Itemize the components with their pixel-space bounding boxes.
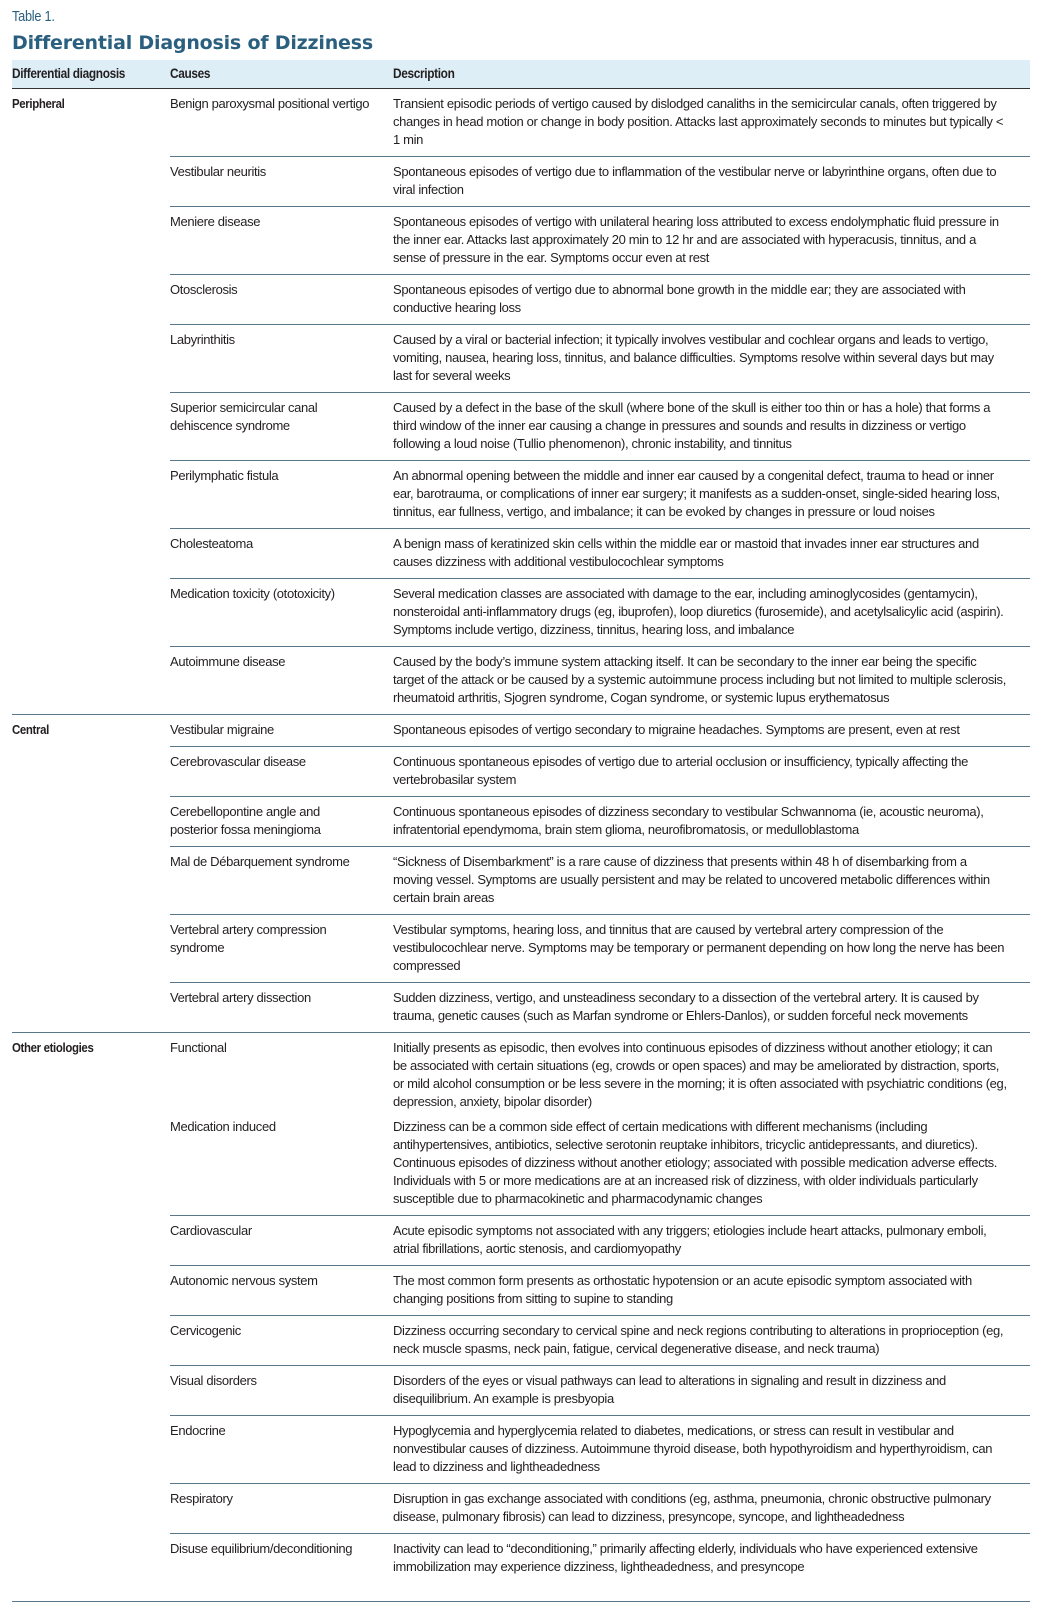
table-row <box>12 847 1030 915</box>
description-cell <box>393 647 1030 715</box>
description-cell <box>393 983 1030 1033</box>
cause-cell <box>170 1484 393 1534</box>
table-row <box>12 983 1030 1033</box>
cause-text: Respiratory <box>170 1491 233 1506</box>
table-row <box>12 529 1030 579</box>
table-row <box>12 1033 1030 1119</box>
diagnosis-cell <box>12 207 170 275</box>
cause-text: Medication toxicity (ototoxicity) <box>170 586 335 601</box>
cause-text: Vestibular neuritis <box>170 164 266 179</box>
cause-text: Cerebrovascular disease <box>170 754 306 769</box>
table-row <box>12 89 1030 157</box>
description-cell <box>393 1366 1030 1416</box>
description-cell <box>393 797 1030 847</box>
cause-text: Vertebral artery compression syndrome <box>170 922 327 955</box>
diagnosis-cell <box>12 797 170 847</box>
description-text: Sudden dizziness, vertigo, and unsteadiness secondary to a dissection of the vertebral artery. It is caused by trauma, genetic causes (such as Marfan syndrome or Ehlers-Danlos), or sudden forceful neck movements <box>393 990 979 1023</box>
cause-cell <box>170 715 393 747</box>
table-row <box>12 1484 1030 1534</box>
cause-text: Mal de Débarquement syndrome <box>170 854 350 869</box>
cause-cell <box>170 461 393 529</box>
description-cell <box>393 461 1030 529</box>
cause-cell <box>170 747 393 797</box>
cause-text: Cardiovascular <box>170 1223 252 1238</box>
description-cell <box>393 529 1030 579</box>
description-cell <box>393 1484 1030 1534</box>
table-header <box>12 60 1030 89</box>
cause-text: Vertebral artery dissection <box>170 990 311 1005</box>
diagnosis-cell <box>12 1534 170 1584</box>
description-cell <box>393 275 1030 325</box>
cause-cell <box>170 983 393 1033</box>
description-cell <box>393 847 1030 915</box>
cause-cell <box>170 275 393 325</box>
description-cell <box>393 747 1030 797</box>
cause-text: Disuse equilibrium/deconditioning <box>170 1541 353 1556</box>
description-text: Dizziness occurring secondary to cervical spine and neck regions contributing to alterations in proprioception (eg, neck muscle spasms, neck pain, fatigue, cervical degenerative disease, and neck trauma) <box>393 1323 1004 1356</box>
cause-text: Vestibular migraine <box>170 722 274 737</box>
cause-cell <box>170 529 393 579</box>
diagnosis-cell <box>12 983 170 1033</box>
description-text: Disorders of the eyes or visual pathways can lead to alterations in signaling and result in dizziness and disequilibrium. An example is presbyopia <box>393 1373 946 1406</box>
cause-cell <box>170 1216 393 1266</box>
diagnosis-cell <box>12 461 170 529</box>
cause-cell <box>170 1118 393 1216</box>
cause-text: Benign paroxysmal positional vertigo <box>170 96 370 111</box>
cause-cell <box>170 1366 393 1416</box>
cause-text: Meniere disease <box>170 214 261 229</box>
table-row <box>12 1534 1030 1584</box>
cause-cell <box>170 325 393 393</box>
description-text: Caused by the body’s immune system attacking itself. It can be secondary to the inner ear being the specific target of the attack or be caused by a systemic autoimmune process including but not limited to multiple sclerosis, rheumatoid arthritis, Sjogren syndrome, Cogan syndrome, or systemic lupus erythematosus <box>393 654 1006 705</box>
diagnosis-category: Peripheral <box>12 96 65 111</box>
header-causes: Causes <box>170 60 393 89</box>
description-cell <box>393 1118 1030 1216</box>
cause-cell <box>170 1416 393 1484</box>
table-row <box>12 1118 1030 1216</box>
cause-text: Superior semicircular canal dehiscence syndrome <box>170 400 318 433</box>
description-cell <box>393 915 1030 983</box>
diagnosis-category: Other etiologies <box>12 1040 94 1055</box>
description-cell <box>393 157 1030 207</box>
diagnosis-cell <box>12 1484 170 1534</box>
description-cell <box>393 1266 1030 1316</box>
description-text: Spontaneous episodes of vertigo secondary to migraine headaches. Symptoms are present, even at rest <box>393 722 960 737</box>
cause-cell <box>170 1033 393 1119</box>
table-row <box>12 461 1030 529</box>
diagnosis-cell <box>12 647 170 715</box>
diagnosis-cell <box>12 529 170 579</box>
cause-cell <box>170 915 393 983</box>
table-row <box>12 747 1030 797</box>
description-text: An abnormal opening between the middle and inner ear caused by a congenital defect, trauma to head or inner ear, barotrauma, or complications of inner ear surgery; it manifests as a sudden-onset, single-sided hearing loss, tinnitus, ear fullness, vertigo, and imbalance; it can be evoked by changes in pressure or loud noises <box>393 468 1000 519</box>
cause-cell <box>170 157 393 207</box>
cause-text: Cholesteatoma <box>170 536 253 551</box>
diagnosis-cell <box>12 275 170 325</box>
description-text: Hypoglycemia and hyperglycemia related to diabetes, medications, or stress can result in vestibular and nonvestibular causes of dizziness. Autoimmune thyroid disease, both hypothyroidism and hyperthyroidism, can lead to dizziness and lightheadedness <box>393 1423 993 1474</box>
diagnosis-cell <box>12 1316 170 1366</box>
table-row <box>12 579 1030 647</box>
description-cell <box>393 1033 1030 1119</box>
cause-text: Medication induced <box>170 1119 276 1134</box>
table-row <box>12 797 1030 847</box>
diagnosis-cell <box>12 393 170 461</box>
cause-text: Endocrine <box>170 1423 226 1438</box>
cause-cell <box>170 647 393 715</box>
table-row <box>12 915 1030 983</box>
cause-cell <box>170 1266 393 1316</box>
table-row <box>12 647 1030 715</box>
description-cell <box>393 1416 1030 1484</box>
table-row <box>12 157 1030 207</box>
description-text: Continuous spontaneous episodes of vertigo due to arterial occlusion or insufficiency, typically affecting the vertebrobasilar system <box>393 754 969 787</box>
table-row <box>12 275 1030 325</box>
description-cell <box>393 579 1030 647</box>
cause-text: Autoimmune disease <box>170 654 286 669</box>
table-row <box>12 1416 1030 1484</box>
description-text: “Sickness of Disembarkment” is a rare cause of dizziness that presents within 48 h of disembarking from a moving vessel. Symptoms are usually persistent and may be related to uncovered metabolic differences within certain brain areas <box>393 854 990 905</box>
description-text: Caused by a defect in the base of the skull (where bone of the skull is either too thin or has a hole) that forms a third window of the inner ear causing a change in pressures and sounds and results in dizziness or vertigo following a loud noise (Tullio phenomenon), chronic instability, and tinnitus <box>393 400 991 451</box>
description-cell <box>393 1316 1030 1366</box>
description-cell <box>393 207 1030 275</box>
table-row <box>12 207 1030 275</box>
diagnosis-cell <box>12 1366 170 1416</box>
description-text: Several medication classes are associated with damage to the ear, including aminoglycosides (gentamycin), nonsteroidal anti-inflammatory drugs (eg, ibuprofen), loop diuretics (furosemide), and acetylsalicylic acid (aspirin). Symptoms include vertigo, dizziness, tinnitus, hearing loss, and imbalance <box>393 586 1004 637</box>
cause-cell <box>170 797 393 847</box>
description-text: A benign mass of keratinized skin cells within the middle ear or mastoid that invades inner ear structures and causes dizziness with additional vestibulocochlear symptoms <box>393 536 979 569</box>
description-cell <box>393 325 1030 393</box>
cause-cell <box>170 579 393 647</box>
diagnosis-cell <box>12 847 170 915</box>
cause-cell <box>170 1316 393 1366</box>
diagnosis-cell <box>12 1216 170 1266</box>
diagnosis-cell <box>12 579 170 647</box>
diagnosis-cell <box>12 715 170 747</box>
header-description: Description <box>393 60 1030 89</box>
description-cell <box>393 715 1030 747</box>
description-text: Initially presents as episodic, then evolves into continuous episodes of dizziness without another etiology; it can be associated with certain situations (eg, crowds or open spaces) and may be ameliorated by distraction, sports, or mild alcohol consumption or be less severe in the morning; it is often associated with psychiatric conditions (eg, depression, anxiety, bipolar disorder) <box>393 1040 1007 1109</box>
description-text: The most common form presents as orthostatic hypotension or an acute episodic symptom associated with changing positions from sitting to supine to standing <box>393 1273 972 1306</box>
header-diagnosis: Differential diagnosis <box>12 60 170 89</box>
diagnosis-cell <box>12 325 170 393</box>
description-text: Acute episodic symptoms not associated with any triggers; etiologies include heart attacks, pulmonary emboli, atrial fibrillations, aortic stenosis, and cardiomyopathy <box>393 1223 987 1256</box>
table-row <box>12 325 1030 393</box>
cause-text: Functional <box>170 1040 227 1055</box>
description-cell <box>393 89 1030 157</box>
cause-text: Visual disorders <box>170 1373 257 1388</box>
table-body <box>12 89 1030 1584</box>
diagnosis-cell <box>12 1416 170 1484</box>
cause-cell <box>170 847 393 915</box>
differential-diagnosis-table <box>12 60 1030 1604</box>
cause-cell <box>170 207 393 275</box>
diagnosis-cell <box>12 157 170 207</box>
table-row <box>12 1316 1030 1366</box>
cause-text: Perilymphatic fistula <box>170 468 279 483</box>
description-text: Vestibular symptoms, hearing loss, and tinnitus that are caused by vertebral artery compression of the vestibulocochlear nerve. Symptoms may be temporary or permanent depending on how long the nerve has been compressed <box>393 922 1005 973</box>
diagnosis-category: Central <box>12 722 49 737</box>
cause-text: Autonomic nervous system <box>170 1273 318 1288</box>
description-text: Dizziness can be a common side effect of certain medications with different mechanisms (including antihypertensives, antibiotics, selective serotonin reuptake inhibitors, tricyclic antidepressants, and diuretics). Continuous episodes of dizziness without another etiology; associated with possible medication adverse effects. Individuals with 5 or more medications are at an increased risk of dizziness, with older individuals particularly susceptible due to pharmacokinetic and pharmacodynamic changes <box>393 1119 998 1206</box>
description-text: Spontaneous episodes of vertigo due to abnormal bone growth in the middle ear; they are associated with conductive hearing loss <box>393 282 966 315</box>
diagnosis-cell <box>12 89 170 157</box>
diagnosis-cell <box>12 1033 170 1119</box>
table-footer-rule <box>12 1583 1030 1604</box>
diagnosis-cell <box>12 747 170 797</box>
table-row <box>12 1366 1030 1416</box>
description-text: Spontaneous episodes of vertigo due to inflammation of the vestibular nerve or labyrinthine organs, often due to viral infection <box>393 164 997 197</box>
cause-text: Cerebellopontine angle and posterior fossa meningioma <box>170 804 321 837</box>
cause-text: Labyrinthitis <box>170 332 235 347</box>
cause-text: Otosclerosis <box>170 282 238 297</box>
cause-cell <box>170 89 393 157</box>
description-text: Transient episodic periods of vertigo caused by dislodged canaliths in the semicircular canals, often triggered by changes in head motion or change in body position. Attacks last approximately seconds to minutes but typically < 1 min <box>393 96 1004 147</box>
header-row <box>12 60 1030 89</box>
table-label: Table 1. <box>12 8 55 25</box>
description-text: Disruption in gas exchange associated with conditions (eg, asthma, pneumonia, chronic obstructive pulmonary disease, pulmonary fibrosis) can lead to dizziness, presyncope, syncope, and lightheadedness <box>393 1491 991 1524</box>
description-text: Caused by a viral or bacterial infection; it typically involves vestibular and cochlear organs and leads to vertigo, vomiting, nausea, hearing loss, tinnitus, and balance difficulties. Symptoms resolve within several days but may last for several weeks <box>393 332 994 383</box>
bottom-rule <box>12 1602 1030 1605</box>
table-row <box>12 1216 1030 1266</box>
description-text: Spontaneous episodes of vertigo with unilateral hearing loss attributed to excess endolymphatic fluid pressure in the inner ear. Attacks last approximately 20 min to 12 hr and are associated with hyperacusis, tinnitus, and a sense of pressure in the ear. Symptoms occur even at rest <box>393 214 999 265</box>
cause-cell <box>170 1534 393 1584</box>
cause-text: Cervicogenic <box>170 1323 241 1338</box>
description-text: Inactivity can lead to “deconditioning,” primarily affecting elderly, individuals who have experienced extensive immobilization may experience dizziness, lightheadedness, and presyncope <box>393 1541 978 1574</box>
description-cell <box>393 393 1030 461</box>
table-row <box>12 393 1030 461</box>
table-row <box>12 715 1030 747</box>
diagnosis-cell <box>12 1118 170 1216</box>
diagnosis-cell <box>12 915 170 983</box>
description-cell <box>393 1216 1030 1266</box>
description-cell <box>393 1534 1030 1584</box>
table-row <box>12 1266 1030 1316</box>
description-text: Continuous spontaneous episodes of dizziness secondary to vestibular Schwannoma (ie, acoustic neuroma), infratentorial ependymoma, brain stem glioma, neurofibromatosis, or medulloblastoma <box>393 804 984 837</box>
table-title: Differential Diagnosis of Dizziness <box>12 32 373 54</box>
diagnosis-cell <box>12 1266 170 1316</box>
cause-cell <box>170 393 393 461</box>
